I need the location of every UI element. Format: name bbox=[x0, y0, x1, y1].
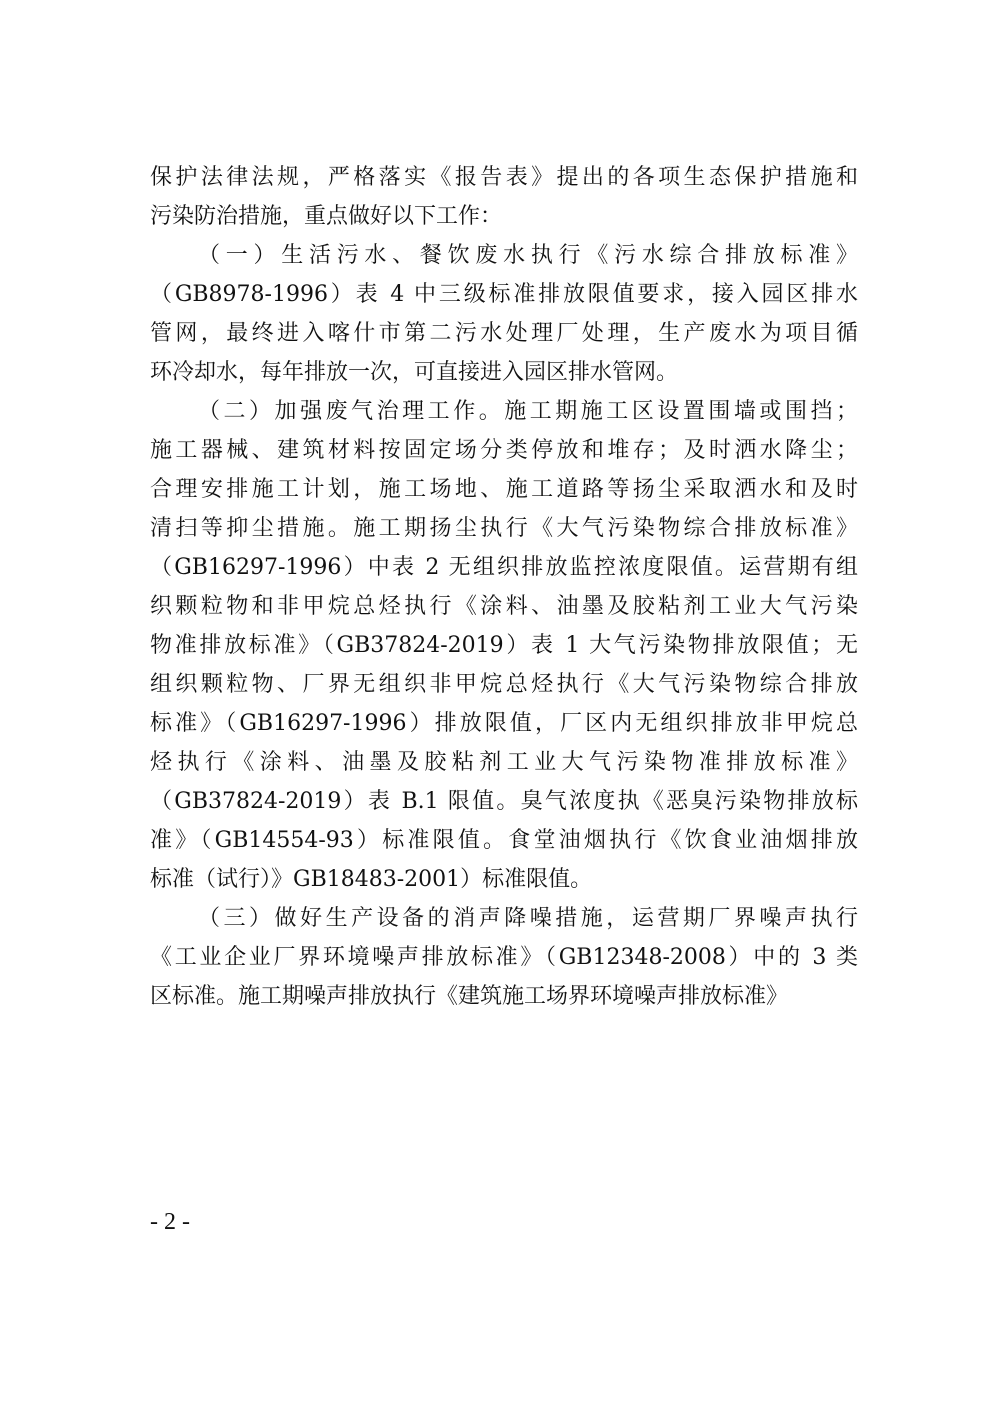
text-line: 物准排放标准》（GB37824-2019）表 1 大气污染物排放限值；无 bbox=[150, 633, 858, 658]
paragraph bbox=[150, 158, 858, 236]
text-line: 保护法律法规，严格落实《报告表》提出的各项生态保护措施和 bbox=[150, 165, 858, 190]
paragraph bbox=[150, 899, 858, 1016]
text-line: 烃执行《涂料、油墨及胶粘剂工业大气污染物准排放标准》 bbox=[150, 750, 858, 775]
text-line: （三）做好生产设备的消声降噪措施，运营期厂界噪声执行 bbox=[198, 906, 858, 931]
text-line: 组织颗粒物、厂界无组织非甲烷总烃执行《大气污染物综合排放 bbox=[150, 672, 858, 697]
text-line: （GB8978-1996）表 4 中三级标准排放限值要求，接入园区排水 bbox=[150, 282, 858, 307]
text-line: （一）生活污水、餐饮废水执行《污水综合排放标准》 bbox=[198, 243, 858, 268]
text-line: 合理安排施工计划，施工场地、施工道路等扬尘采取洒水和及时 bbox=[150, 477, 858, 502]
text-line: （二）加强废气治理工作。施工期施工区设置围墙或围挡； bbox=[198, 399, 858, 424]
text-line: 污染防治措施，重点做好以下工作： bbox=[150, 204, 503, 229]
text-line: 《工业企业厂界环境噪声排放标准》（GB12348-2008）中的 3 类 bbox=[150, 945, 858, 970]
paragraph bbox=[150, 236, 858, 392]
text-line: 标准（试行）》GB18483-2001）标准限值。 bbox=[150, 867, 593, 892]
text-line: 管网，最终进入喀什市第二污水处理厂处理，生产废水为项目循 bbox=[150, 321, 858, 346]
text-line: （GB37824-2019）表 B.1 限值。臭气浓度执《恶臭污染物排放标 bbox=[150, 789, 858, 814]
text-line: 环冷却水，每年排放一次，可直接进入园区排水管网。 bbox=[150, 360, 679, 385]
page-number: - 2 - bbox=[150, 1209, 190, 1235]
text-line: 区标准。施工期噪声排放执行《建筑施工场界环境噪声排放标准》 bbox=[150, 984, 789, 1009]
paragraph bbox=[150, 392, 858, 899]
text-line: 施工器械、建筑材料按固定场分类停放和堆存；及时洒水降尘； bbox=[150, 438, 858, 463]
text-line: （GB16297-1996）中表 2 无组织排放监控浓度限值。运营期有组 bbox=[150, 555, 858, 580]
text-line: 准》（GB14554-93）标准限值。食堂油烟执行《饮食业油烟排放 bbox=[150, 828, 858, 853]
body-text bbox=[150, 158, 858, 1016]
text-line: 织颗粒物和非甲烷总烃执行《涂料、油墨及胶粘剂工业大气污染 bbox=[150, 594, 858, 619]
text-line: 清扫等抑尘措施。施工期扬尘执行《大气污染物综合排放标准》 bbox=[150, 516, 858, 541]
text-line: 标准》（GB16297-1996）排放限值，厂区内无组织排放非甲烷总 bbox=[150, 711, 858, 736]
